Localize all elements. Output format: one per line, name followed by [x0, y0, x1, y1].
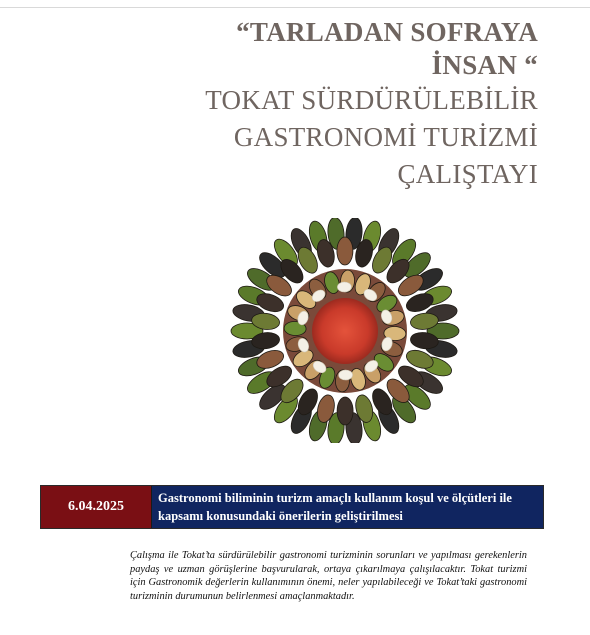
event-date: 6.04.2025 — [41, 486, 152, 528]
event-description: Gastronomi biliminin turizm amaçlı kullanım koşul ve ölçütleri ile kapsamı konusundaki önerilerin geliştirilmesi — [152, 486, 543, 528]
title-line-1: “TARLADAN SOFRAYA — [236, 17, 538, 47]
page-title — [58, 16, 538, 193]
title-line-4: GASTRONOMİ TURİZMİ — [233, 122, 538, 152]
title-line-2: İNSAN “ — [431, 50, 538, 80]
event-banner — [40, 485, 544, 529]
summary-paragraph: Çalışma ile Tokat’ta sürdürülebilir gastronomi turizminin sorunları ve yapılması gerekenlerin paydaş ve uzman görüşlerine başvurularak, ortaya çıkarılmaya çalışılacaktır. Tokat turizmi için Gastronomik değerlerin kullanımının önemi, neler yapılabileceği ve Tokat’taki gastronomi turizminin durumunun belirlenmesi amaçlanmaktadır. — [130, 550, 527, 602]
title-line-3: TOKAT SÜRDÜRÜLEBİLİR — [205, 85, 538, 115]
title-line-5: ÇALIŞTAYI — [397, 159, 538, 189]
top-divider — [0, 7, 590, 8]
food-platter-image — [224, 218, 466, 443]
tomato-center — [312, 298, 378, 364]
